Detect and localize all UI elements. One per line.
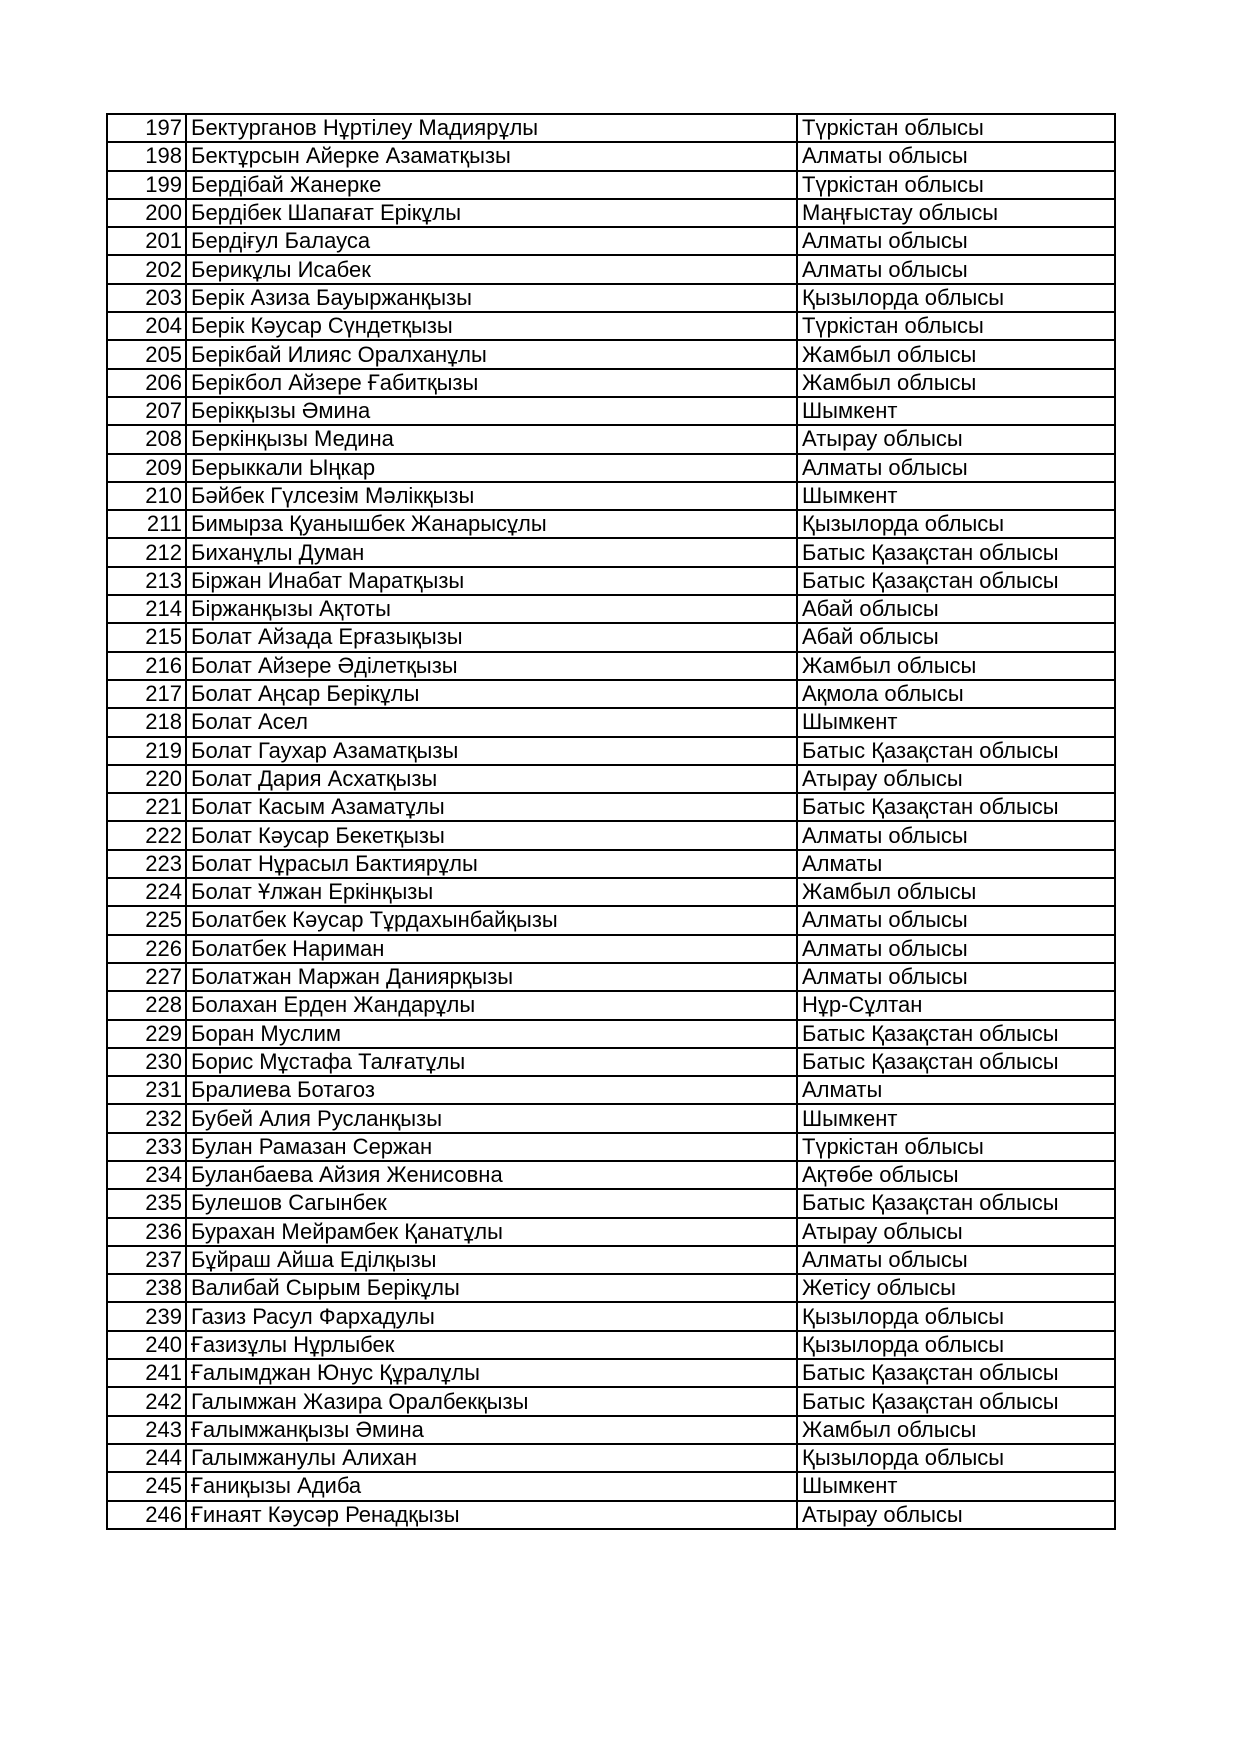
row-number-cell: 222 [107, 821, 186, 849]
table-row [107, 397, 1115, 425]
row-number-cell: 206 [107, 369, 186, 397]
region-cell: Түркістан облысы [797, 171, 1115, 199]
table-row [107, 623, 1115, 651]
full-name-cell: Бралиева Ботагоз [186, 1076, 797, 1104]
table-row [107, 595, 1115, 623]
full-name-cell: Бимырза Қуанышбек Жанарысұлы [186, 510, 797, 538]
row-number-cell: 205 [107, 340, 186, 368]
row-number-cell: 221 [107, 793, 186, 821]
region-cell: Алматы облысы [797, 821, 1115, 849]
row-number-cell: 224 [107, 878, 186, 906]
region-cell: Абай облысы [797, 595, 1115, 623]
table-row [107, 737, 1115, 765]
row-number-cell: 245 [107, 1472, 186, 1500]
full-name-cell: Бектурганов Нұртілеу Мадиярұлы [186, 114, 797, 142]
region-cell: Нұр-Сұлтан [797, 991, 1115, 1019]
table-row [107, 1218, 1115, 1246]
region-cell: Батыс Қазақстан облысы [797, 1020, 1115, 1048]
region-cell: Қызылорда облысы [797, 1331, 1115, 1359]
full-name-cell: Валибай Сырым Берікұлы [186, 1274, 797, 1302]
region-cell: Алматы облысы [797, 227, 1115, 255]
table-row [107, 340, 1115, 368]
full-name-cell: Бердіғул Балауса [186, 227, 797, 255]
region-cell: Батыс Қазақстан облысы [797, 567, 1115, 595]
region-cell: Ақмола облысы [797, 680, 1115, 708]
region-cell: Батыс Қазақстан облысы [797, 1189, 1115, 1217]
row-number-cell: 203 [107, 284, 186, 312]
table-row [107, 171, 1115, 199]
table-row [107, 1331, 1115, 1359]
row-number-cell: 204 [107, 312, 186, 340]
row-number-cell: 235 [107, 1189, 186, 1217]
full-name-cell: Боран Муслим [186, 1020, 797, 1048]
full-name-cell: Болат Айзере Әділетқызы [186, 652, 797, 680]
row-number-cell: 246 [107, 1501, 186, 1529]
full-name-cell: Болат Ұлжан Еркінқызы [186, 878, 797, 906]
table-row [107, 793, 1115, 821]
table-row [107, 680, 1115, 708]
full-name-cell: Беркінқызы Медина [186, 425, 797, 453]
table-row [107, 765, 1115, 793]
table-row [107, 1246, 1115, 1274]
row-number-cell: 238 [107, 1274, 186, 1302]
full-name-cell: Бурахан Мейрамбек Қанатұлы [186, 1218, 797, 1246]
region-cell: Түркістан облысы [797, 1133, 1115, 1161]
full-name-cell: Бердібай Жанерке [186, 171, 797, 199]
table-row [107, 850, 1115, 878]
row-number-cell: 244 [107, 1444, 186, 1472]
table-row [107, 1302, 1115, 1330]
region-cell: Қызылорда облысы [797, 1444, 1115, 1472]
region-cell: Алматы облысы [797, 454, 1115, 482]
region-cell: Батыс Қазақстан облысы [797, 1359, 1115, 1387]
table-row [107, 284, 1115, 312]
table-row [107, 199, 1115, 227]
row-number-cell: 207 [107, 397, 186, 425]
row-number-cell: 216 [107, 652, 186, 680]
full-name-cell: Берік Кәусар Сүндетқызы [186, 312, 797, 340]
table-row [107, 1274, 1115, 1302]
row-number-cell: 237 [107, 1246, 186, 1274]
full-name-cell: Ғалымжанқызы Әмина [186, 1416, 797, 1444]
full-name-cell: Ғинаят Кәусәр Ренадқызы [186, 1501, 797, 1529]
row-number-cell: 200 [107, 199, 186, 227]
row-number-cell: 234 [107, 1161, 186, 1189]
table-row [107, 369, 1115, 397]
table-row [107, 963, 1115, 991]
region-cell: Жамбыл облысы [797, 1416, 1115, 1444]
region-cell: Түркістан облысы [797, 114, 1115, 142]
region-cell: Қызылорда облысы [797, 1302, 1115, 1330]
full-name-cell: Болат Аңсар Берікұлы [186, 680, 797, 708]
full-name-cell: Борис Мұстафа Талғатұлы [186, 1048, 797, 1076]
region-cell: Жамбыл облысы [797, 878, 1115, 906]
table-row [107, 1359, 1115, 1387]
full-name-cell: Берикұлы Исабек [186, 255, 797, 283]
region-cell: Атырау облысы [797, 1218, 1115, 1246]
row-number-cell: 217 [107, 680, 186, 708]
full-name-cell: Галымжанулы Алихан [186, 1444, 797, 1472]
full-name-cell: Болат Гаухар Азаматқызы [186, 737, 797, 765]
row-number-cell: 210 [107, 482, 186, 510]
row-number-cell: 214 [107, 595, 186, 623]
table-row [107, 255, 1115, 283]
region-cell: Шымкент [797, 397, 1115, 425]
full-name-cell: Болатбек Кәусар Тұрдахынбайқызы [186, 906, 797, 934]
table-row [107, 482, 1115, 510]
full-name-cell: Бердібек Шапағат Ерікұлы [186, 199, 797, 227]
row-number-cell: 218 [107, 708, 186, 736]
region-cell: Жамбыл облысы [797, 652, 1115, 680]
full-name-cell: Газиз Расул Фархадулы [186, 1302, 797, 1330]
row-number-cell: 232 [107, 1104, 186, 1132]
region-cell: Жамбыл облысы [797, 369, 1115, 397]
full-name-cell: Біржан Инабат Маратқызы [186, 567, 797, 595]
full-name-cell: Болат Дария Асхатқызы [186, 765, 797, 793]
table-row [107, 821, 1115, 849]
region-cell: Шымкент [797, 1472, 1115, 1500]
table-row [107, 567, 1115, 595]
full-name-cell: Булешов Сагынбек [186, 1189, 797, 1217]
region-cell: Атырау облысы [797, 425, 1115, 453]
region-cell: Шымкент [797, 1104, 1115, 1132]
row-number-cell: 209 [107, 454, 186, 482]
full-name-cell: Бектұрсын Айерке Азаматқызы [186, 142, 797, 170]
row-number-cell: 239 [107, 1302, 186, 1330]
row-number-cell: 240 [107, 1331, 186, 1359]
region-cell: Алматы облысы [797, 935, 1115, 963]
region-cell: Атырау облысы [797, 1501, 1115, 1529]
region-cell: Алматы облысы [797, 255, 1115, 283]
full-name-cell: Болат Касым Азаматұлы [186, 793, 797, 821]
region-cell: Шымкент [797, 482, 1115, 510]
table-row [107, 510, 1115, 538]
region-cell: Маңғыстау облысы [797, 199, 1115, 227]
full-name-cell: Берік Азиза Бауыржанқызы [186, 284, 797, 312]
row-number-cell: 230 [107, 1048, 186, 1076]
region-cell: Алматы [797, 850, 1115, 878]
region-cell: Түркістан облысы [797, 312, 1115, 340]
table-row [107, 1020, 1115, 1048]
table-row [107, 1104, 1115, 1132]
region-cell: Батыс Қазақстан облысы [797, 793, 1115, 821]
full-name-cell: Буланбаева Айзия Женисовна [186, 1161, 797, 1189]
full-name-cell: Берікқызы Әмина [186, 397, 797, 425]
table-row [107, 1416, 1115, 1444]
row-number-cell: 212 [107, 538, 186, 566]
table-row [107, 708, 1115, 736]
full-name-cell: Булан Рамазан Сержан [186, 1133, 797, 1161]
participants-table [106, 113, 1116, 1530]
row-number-cell: 242 [107, 1387, 186, 1415]
table-row [107, 1189, 1115, 1217]
table-row [107, 1472, 1115, 1500]
region-cell: Алматы [797, 1076, 1115, 1104]
row-number-cell: 226 [107, 935, 186, 963]
row-number-cell: 227 [107, 963, 186, 991]
row-number-cell: 229 [107, 1020, 186, 1048]
table-row [107, 1161, 1115, 1189]
table-row [107, 878, 1115, 906]
table-row [107, 1501, 1115, 1529]
table-row [107, 114, 1115, 142]
table-row [107, 1444, 1115, 1472]
row-number-cell: 213 [107, 567, 186, 595]
row-number-cell: 243 [107, 1416, 186, 1444]
region-cell: Қызылорда облысы [797, 284, 1115, 312]
table-row [107, 935, 1115, 963]
full-name-cell: Берікбол Айзере Ғабитқызы [186, 369, 797, 397]
row-number-cell: 219 [107, 737, 186, 765]
table-body [107, 114, 1115, 1529]
row-number-cell: 241 [107, 1359, 186, 1387]
table-row [107, 425, 1115, 453]
full-name-cell: Берыккали Ыңкар [186, 454, 797, 482]
region-cell: Батыс Қазақстан облысы [797, 1387, 1115, 1415]
full-name-cell: Болат Асел [186, 708, 797, 736]
region-cell: Батыс Қазақстан облысы [797, 1048, 1115, 1076]
full-name-cell: Биханұлы Думан [186, 538, 797, 566]
row-number-cell: 199 [107, 171, 186, 199]
full-name-cell: Болатжан Маржан Даниярқызы [186, 963, 797, 991]
table-row [107, 906, 1115, 934]
row-number-cell: 220 [107, 765, 186, 793]
full-name-cell: Болат Нұрасыл Бактиярұлы [186, 850, 797, 878]
region-cell: Жетісу облысы [797, 1274, 1115, 1302]
region-cell: Алматы облысы [797, 142, 1115, 170]
full-name-cell: Бубей Алия Русланқызы [186, 1104, 797, 1132]
region-cell: Атырау облысы [797, 765, 1115, 793]
row-number-cell: 197 [107, 114, 186, 142]
table-row [107, 652, 1115, 680]
row-number-cell: 202 [107, 255, 186, 283]
region-cell: Алматы облысы [797, 906, 1115, 934]
region-cell: Ақтөбе облысы [797, 1161, 1115, 1189]
full-name-cell: Берікбай Илияс Оралханұлы [186, 340, 797, 368]
table-row [107, 538, 1115, 566]
full-name-cell: Болат Айзада Ерғазықызы [186, 623, 797, 651]
region-cell: Алматы облысы [797, 963, 1115, 991]
row-number-cell: 201 [107, 227, 186, 255]
row-number-cell: 208 [107, 425, 186, 453]
table-row [107, 991, 1115, 1019]
full-name-cell: Галымжан Жазира Оралбекқызы [186, 1387, 797, 1415]
full-name-cell: Біржанқызы Ақтоты [186, 595, 797, 623]
row-number-cell: 198 [107, 142, 186, 170]
row-number-cell: 211 [107, 510, 186, 538]
table-row [107, 142, 1115, 170]
full-name-cell: Болат Кәусар Бекетқызы [186, 821, 797, 849]
region-cell: Абай облысы [797, 623, 1115, 651]
full-name-cell: Ғаниқызы Адиба [186, 1472, 797, 1500]
table-row [107, 1048, 1115, 1076]
table-row [107, 1387, 1115, 1415]
region-cell: Алматы облысы [797, 1246, 1115, 1274]
region-cell: Қызылорда облысы [797, 510, 1115, 538]
row-number-cell: 233 [107, 1133, 186, 1161]
row-number-cell: 215 [107, 623, 186, 651]
full-name-cell: Болатбек Нариман [186, 935, 797, 963]
row-number-cell: 236 [107, 1218, 186, 1246]
row-number-cell: 231 [107, 1076, 186, 1104]
table-row [107, 227, 1115, 255]
row-number-cell: 225 [107, 906, 186, 934]
full-name-cell: Ғазизұлы Нұрлыбек [186, 1331, 797, 1359]
full-name-cell: Болахан Ерден Жандарұлы [186, 991, 797, 1019]
full-name-cell: Бұйраш Айша Еділқызы [186, 1246, 797, 1274]
region-cell: Жамбыл облысы [797, 340, 1115, 368]
row-number-cell: 223 [107, 850, 186, 878]
region-cell: Батыс Қазақстан облысы [797, 737, 1115, 765]
table-row [107, 1133, 1115, 1161]
row-number-cell: 228 [107, 991, 186, 1019]
full-name-cell: Бәйбек Гүлсезім Мәлікқызы [186, 482, 797, 510]
table-row [107, 312, 1115, 340]
table-row [107, 1076, 1115, 1104]
region-cell: Батыс Қазақстан облысы [797, 538, 1115, 566]
full-name-cell: Ғалымджан Юнус Құралұлы [186, 1359, 797, 1387]
table-row [107, 454, 1115, 482]
region-cell: Шымкент [797, 708, 1115, 736]
